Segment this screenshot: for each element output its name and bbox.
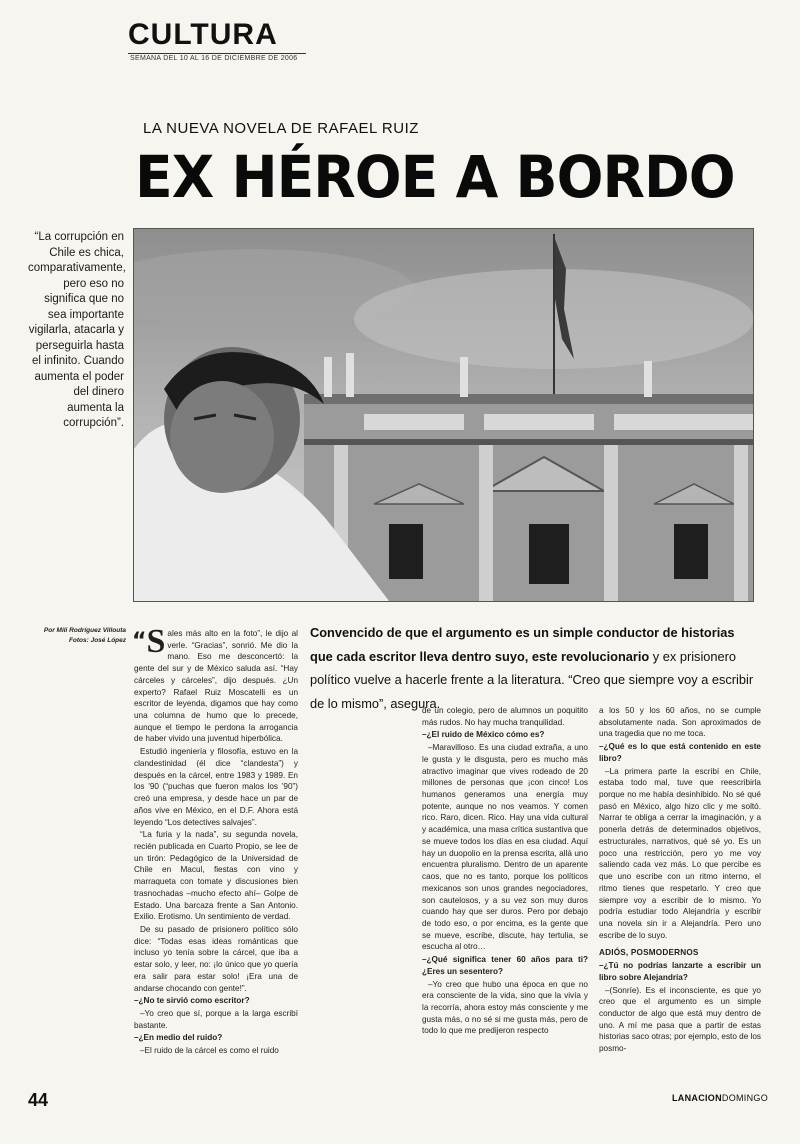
article-column-2: [422, 705, 588, 1038]
headline: EX HÉROE A BORDO: [135, 143, 735, 211]
interview-question: –¿No te sirvió como escritor?: [134, 996, 250, 1006]
column-1-paragraph: –El ruido de la cárcel es como el ruido: [140, 1046, 279, 1056]
column-2-paragraph: –Maravilloso. Es una ciudad extraña, a uno le gusta y le disgusta, pero es mucho más atractivo imaginar que vives rodeado de 20 millones de personas que ¡con cinco! Los humanos generamos una energía muy potente, aunque no nos veamos. Y comen rico. Raro, dicen. Rico. Hay una vida cultural y académica, una masa crítica sustantiva que se mueve todos los días en esa ciudad. Aquí hay un duopolio en la prensa escrita, allá uno encuentra pluralismo. Dentro de un aparente caos, que no es tanto, porque los políticos mexicanos son unos grandes negociadores, son cautelosos, y a su vez son muy duros cuando hay que ser duros. Pero por debajo de todo eso, o por encima, es la gente que se mueve, escribe, discute, hay tertulia, se escucha al otro…: [422, 743, 588, 952]
article-photo: [133, 228, 754, 602]
column-2-paragraph: –Yo creo que hubo una época en que no era consciente de la vida, sino que la vivía y la recorría, ahora estoy más consciente y me gusta más, o no sé si me gusta más, pero de todo lo que me predijeron respecto: [422, 979, 588, 1036]
column-1-paragraph: –Yo creo que sí, porque a la larga escribí bastante.: [134, 1009, 298, 1030]
kicker: LA NUEVA NOVELA DE RAFAEL RUIZ: [143, 120, 419, 137]
byline-author: Por Mili Rodríguez Villouta: [43, 627, 126, 634]
dateline: SEMANA DEL 10 AL 16 DE DICIEMBRE DE 2006: [130, 55, 298, 62]
column-1-paragraph: De su pasado de prisionero político sólo dice: “Todas esas ideas románticas que incluso yo tenía sobre la cárcel, que iba a estar solo, y leer, no: ¡lo único que yo quería era salir para estar solo! ¡Era una de andarse chocando con gente!”.: [134, 924, 298, 993]
lead-normal: y ex prisionero político vuelve a hacerle frente a la literatura. “Creo que siempre voy a escribir de lo mismo”, asegura.: [310, 648, 754, 712]
column-3-paragraph: a los 50 y los 60 años, no se cumple absolutamente nada. Son aproximados de una tragedia que no me toca.: [599, 706, 761, 739]
pull-quote: “La corrupción en Chile es chica, comparativamente, pero eso no significa que no sea importante vigilarla, atacarla y perseguirla hasta el infinito. Cuando aumenta el poder del dinero aumenta la corrupción”.: [28, 231, 126, 430]
page-number: 44: [28, 1090, 49, 1110]
column-1-paragraph: ales más alto en la foto”, le dijo al verle. “Gracias”, sonrió. Me dio la mano. Eso me desconcertó: la gente del sur y de México saluda así. “Hay cárceles y cárceles”, dijo después. ¿Un experto? Rafael Ruiz Moscatelli es un escritor de leyenda, digamos que hay como una columna de humo que lo precede, aunque el tiempo le perdona la arrogancia de haber vivido una juventud hiperbólica.: [134, 629, 298, 744]
column-1-paragraph: “La furia y la nada”, su segunda novela, recién publicada en Cuarto Propio, se lee de un tirón: Pedagógico de la Universidad de Chile en Macul, fiestas con vino y marraqueta con tomate y discusiones bien trasnochadas –mucho efecto ahí– Golpe de Estado. Una barcaza frente a San Antonio. Exilio. Erotismo. Un sentimiento de verdad.: [134, 830, 298, 922]
publication-brand: [672, 1093, 768, 1103]
dropcap: “S: [132, 623, 166, 660]
column-3-paragraph: –La primera parte la escribí en Chile, estaba todo mal, tuve que reescribirla porque no me había desinhibido. No sé qué pasó en México, algo hizo clic y me soltó. Narrar te obliga a cerrar la imaginación, y a ponerla detrás de determinados objetivos, estructurales, narrativos, qué sé yo. Es un poco una restricción, pero yo me voy saliendo cada vez más. Lo que percibe es que uno escribe con un ritmo interno, el ritmo tienes que respetarlo. Y creo que siempre voy a escribir de lo mismo. Yo podría estudiar todo Alejandría y escribir una novela sin ir a Alejandría. Pero uno escribe de lo suyo.: [599, 766, 761, 940]
column-1-paragraph: Estudió ingeniería y filosofía, estuvo en la clandestinidad (él dice “clandesta”) y después en la cárcel, entre 1983 y 1989. En los ’90 (“puchas que fueron malos los ’90”) creó una empresa, y desde hace un par de años vive en México, en el D.F. Ahora está leyendo “Los detectives salvajes”.: [134, 747, 298, 827]
subheading: ADIÓS, POSMODERNOS: [599, 948, 699, 958]
interview-question: –¿El ruido de México cómo es?: [422, 730, 545, 740]
article-column-1: [132, 623, 298, 1058]
column-2-paragraph: de un colegio, pero de alumnos un poquitito más rudos. No hay mucha tranquilidad.: [422, 706, 588, 727]
section-rule: [128, 53, 306, 54]
column-3-paragraph: –(Sonríe). Es el inconsciente, es que yo creo que el argumento es un simple conductor de algo que está muy dentro de uno. A mí me pasa que a partir de estas historias saco otras; por ejemplo, esto de los posmo-: [599, 985, 762, 1054]
lead-paragraph: [310, 621, 760, 716]
interview-question: –¿Tú no podrías lanzarte a escribir un libro sobre Alejandría?: [599, 961, 761, 982]
interview-question: –¿Qué es lo que está contenido en este libro?: [599, 742, 761, 763]
byline: [28, 626, 126, 646]
interview-question: –¿En medio del ruido?: [134, 1033, 223, 1043]
interview-question: –¿Qué significa tener 60 años para ti? ¿Eres un sesentero?: [422, 955, 588, 976]
section-title: CULTURA: [128, 18, 278, 51]
byline-photos: Fotos: José López: [68, 637, 126, 645]
lead-bold: Convencido de que el argumento es un simple conductor de historias que cada escritor lleva dentro suyo, este revolucionario: [310, 625, 735, 664]
photo-illustration: [134, 229, 753, 601]
article-column-3: [599, 705, 761, 1056]
brand-light: DOMINGO: [721, 1093, 769, 1103]
brand-bold: LANACION: [672, 1093, 722, 1103]
